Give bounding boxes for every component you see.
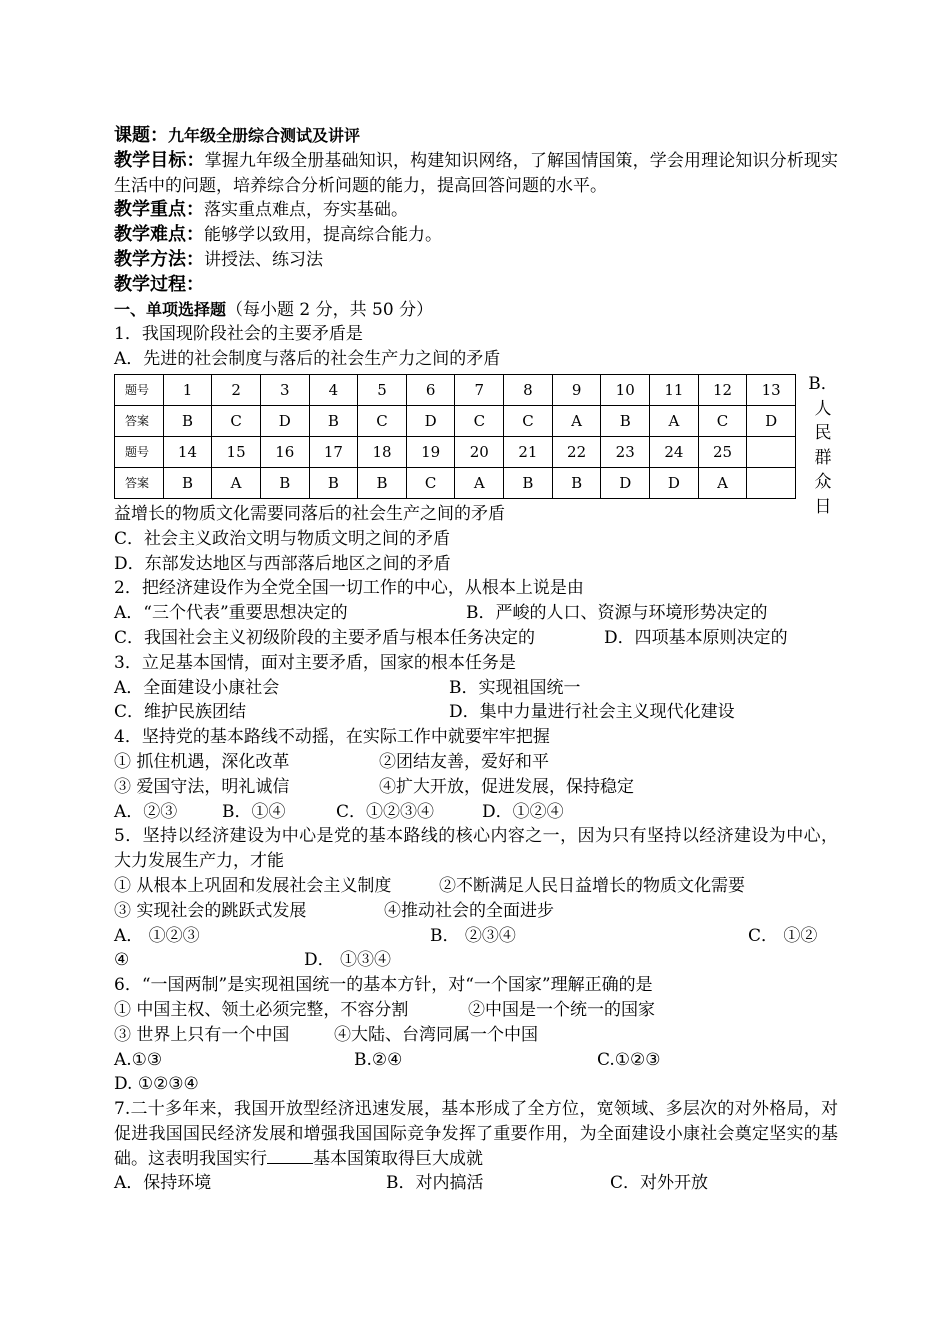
title-value: 九年级全册综合测试及讲评 [168,126,361,145]
table-cell [747,467,796,498]
table-cell: 11 [650,374,699,405]
q5-options-d [114,948,838,973]
table-cell: B [260,467,309,498]
q7-stem-part1: 7.二十多年来，我国开放型经济迅速发展，基本形成了全方位，宽领域、多层次的对外格局，对促进我国国民经济发展和增强我国国际竞争发挥了重要作用，为全面建设小康社会奠定坚实的基础。这表明我国实行 [114,1099,838,1169]
q5-item-1: ① 从根本上巩固和发展社会主义制度 [114,875,392,896]
q4-items-34 [114,775,838,800]
q5-items-12 [114,874,838,899]
process-label: 教学过程： [114,273,204,295]
table-cell: B [504,467,553,498]
vertical-char: 民 [814,423,832,444]
difficulty-label: 教学难点： [114,224,204,246]
q4-item-4: ④扩大开放，促进发展，保持稳定 [379,776,634,797]
q3-option-b: B．实现祖国统一 [449,677,581,698]
q5-option-a: A． ①②③ [114,925,200,946]
table-row [115,467,796,498]
table-cell: C [455,405,504,436]
q7-options [114,1171,838,1196]
q6-options-abc [114,1048,838,1073]
q5-option-b: B． ②③④ [430,925,516,946]
q4-items-12 [114,750,838,775]
table-cell: C [212,405,261,436]
q7-blank [267,1147,313,1164]
table-cell: B [601,405,650,436]
table-cell: 19 [406,436,455,467]
table-cell: 12 [698,374,747,405]
method-value: 讲授法、练习法 [204,249,323,270]
table-cell: B [358,467,407,498]
row-label-ans: 答案 [115,405,164,436]
title-line [114,124,838,149]
q3-option-d: D．集中力量进行社会主义现代化建设 [449,702,735,723]
table-cell: A [650,405,699,436]
table-cell: A [552,405,601,436]
q3-option-c: C．维护民族团结 [114,702,247,723]
q2-options-ab [114,601,838,626]
table-cell: 21 [504,436,553,467]
table-cell: 6 [406,374,455,405]
answer-table [114,374,796,499]
table-cell: A [455,467,504,498]
table-cell [747,436,796,467]
table-cell: 13 [747,374,796,405]
table-cell: D [406,405,455,436]
table-cell: C [406,467,455,498]
q5-option-c-cont: ④ [114,950,130,971]
q3-option-a: A．全面建设小康社会 [114,677,280,698]
vertical-char: 日 [814,496,832,517]
q3-stem: 3．立足基本国情，面对主要矛盾，国家的根本任务是 [114,652,516,673]
table-cell: 17 [309,436,358,467]
q2-stem: 2．把经济建设作为全党全国一切工作的中心，从根本上说是由 [114,578,584,599]
q7-option-c: C．对外开放 [610,1173,709,1194]
q1-option-d: D．东部发达地区与西部落后地区之间的矛盾 [114,553,451,574]
table-row [115,374,796,405]
q5-items-34 [114,899,838,924]
key-line [114,198,838,223]
vertical-char: 众 [814,472,832,493]
table-cell: 2 [212,374,261,405]
row-label-ans: 答案 [115,467,164,498]
key-value: 落实重点难点，夯实基础。 [204,200,408,221]
q1-option-c: C．社会主义政治文明与物质文明之间的矛盾 [114,528,451,549]
q2-option-a: A．“三个代表”重要思想决定的 [114,603,348,624]
table-cell: 20 [455,436,504,467]
table-cell: 10 [601,374,650,405]
table-cell: D [260,405,309,436]
table-cell: B [309,405,358,436]
q4-item-2: ②团结友善，爱好和平 [379,751,549,772]
table-cell: 7 [455,374,504,405]
table-cell: D [747,405,796,436]
q1-option-a: A．先进的社会制度与落后的社会生产力之间的矛盾 [114,349,501,370]
table-cell: 22 [552,436,601,467]
q4-option-d: D．①②④ [482,801,564,822]
table-cell: C [504,405,553,436]
table-cell: B [163,467,212,498]
q3-options-cd [114,700,838,725]
method-label: 教学方法： [114,248,204,270]
vertical-char: 人 [814,398,832,419]
q5-option-c: C． ①② [748,925,818,946]
q6-option-c: C.①②③ [597,1049,661,1070]
difficulty-line [114,223,838,248]
q6-items-12 [114,998,838,1023]
row-label-num: 题号 [115,436,164,467]
vertical-char: 群 [814,447,832,468]
table-cell: D [650,467,699,498]
q4-item-3: ③ 爱国守法，明礼诚信 [114,776,290,797]
table-cell: 1 [163,374,212,405]
table-cell: 3 [260,374,309,405]
q6-items-34 [114,1023,838,1048]
section1-title: 一、单项选择题 [114,299,227,319]
table-cell: 8 [504,374,553,405]
q2-option-d: D．四项基本原则决定的 [604,627,788,648]
section1-note: （每小题 2 分，共 50 分） [226,299,434,320]
q5-item-2: ②不断满足人民日益增长的物质文化需要 [439,875,745,896]
table-cell: B [552,467,601,498]
q1-option-b-cont: 益增长的物质文化需要同落后的社会生产之间的矛盾 [114,503,505,524]
q4-stem: 4．坚持党的基本路线不动摇，在实际工作中就要牢牢把握 [114,727,550,748]
q7-stem [114,1097,838,1171]
q5-item-4: ④推动社会的全面进步 [384,900,554,921]
table-cell: B [163,405,212,436]
q1-stem: 1．我国现阶段社会的主要矛盾是 [114,324,363,345]
key-label: 教学重点： [114,199,204,221]
table-cell: 25 [698,436,747,467]
difficulty-value: 能够学以致用，提高综合能力。 [204,225,442,246]
row-label-num: 题号 [115,374,164,405]
q4-options [114,800,838,825]
q4-option-a: A．②③ [114,801,178,822]
title-label: 课题： [114,125,168,146]
q6-option-a: A.①③ [114,1049,163,1070]
q4-option-c: C．①②③④ [336,801,435,822]
goal-paragraph [114,149,838,199]
q7-stem-part2: 基本国策取得巨大成就 [313,1148,483,1169]
q6-option-b: B.②④ [354,1049,403,1070]
q5-stem: 5．坚持以经济建设为中心是党的基本路线的核心内容之一，因为只有坚持以经济建设为中心，大力发展生产力，才能 [114,826,838,872]
table-cell: 9 [552,374,601,405]
document-page [114,124,838,1196]
table-cell: C [358,405,407,436]
table-row [115,436,796,467]
table-cell: 23 [601,436,650,467]
table-cell: 16 [260,436,309,467]
q3-options-ab [114,676,838,701]
q6-item-1: ① 中国主权、领土必须完整，不容分割 [114,999,409,1020]
goal-label: 教学目标： [114,149,205,171]
table-cell: 14 [163,436,212,467]
q6-option-d: D. ①②③④ [114,1074,199,1095]
q5-option-d: D． ①③④ [304,950,392,971]
section1-heading [114,298,838,323]
table-cell: 18 [358,436,407,467]
q6-item-4: ④大陆、台湾同属一个中国 [334,1024,538,1045]
q6-stem: 6．“一国两制”是实现祖国统一的基本方针，对“一个国家”理解正确的是 [114,975,653,996]
q2-options-cd [114,626,838,651]
table-cell: B [309,467,358,498]
q7-option-b: B．对内搞活 [386,1173,484,1194]
table-row [115,405,796,436]
table-cell: 15 [212,436,261,467]
table-cell: A [698,467,747,498]
q2-option-b: B．严峻的人口、资源与环境形势决定的 [466,603,768,624]
table-cell: D [601,467,650,498]
q5-item-3: ③ 实现社会的跳跃式发展 [114,900,307,921]
q5-options-abc [114,924,838,949]
q6-item-3: ③ 世界上只有一个中国 [114,1024,290,1045]
method-line [114,248,838,273]
process-line [114,273,838,298]
table-cell: 24 [650,436,699,467]
q2-option-c: C．我国社会主义初级阶段的主要矛盾与根本任务决定的 [114,627,536,648]
q1-option-b-vertical [808,372,838,520]
vertical-char: B． [808,373,838,394]
table-cell: 4 [309,374,358,405]
q7-option-a: A．保持环境 [114,1173,212,1194]
q6-item-2: ②中国是一个统一的国家 [468,999,655,1020]
goal-value: 掌握九年级全册基础知识，构建知识网络，了解国情国策，学会用理论知识分析现实生活中的问题，培养综合分析问题的能力，提高回答问题的水平。 [114,150,838,196]
q4-item-1: ① 抓住机遇，深化改革 [114,751,290,772]
table-cell: C [698,405,747,436]
table-cell: A [212,467,261,498]
table-cell: 5 [358,374,407,405]
q4-option-b: B．①④ [222,801,286,822]
